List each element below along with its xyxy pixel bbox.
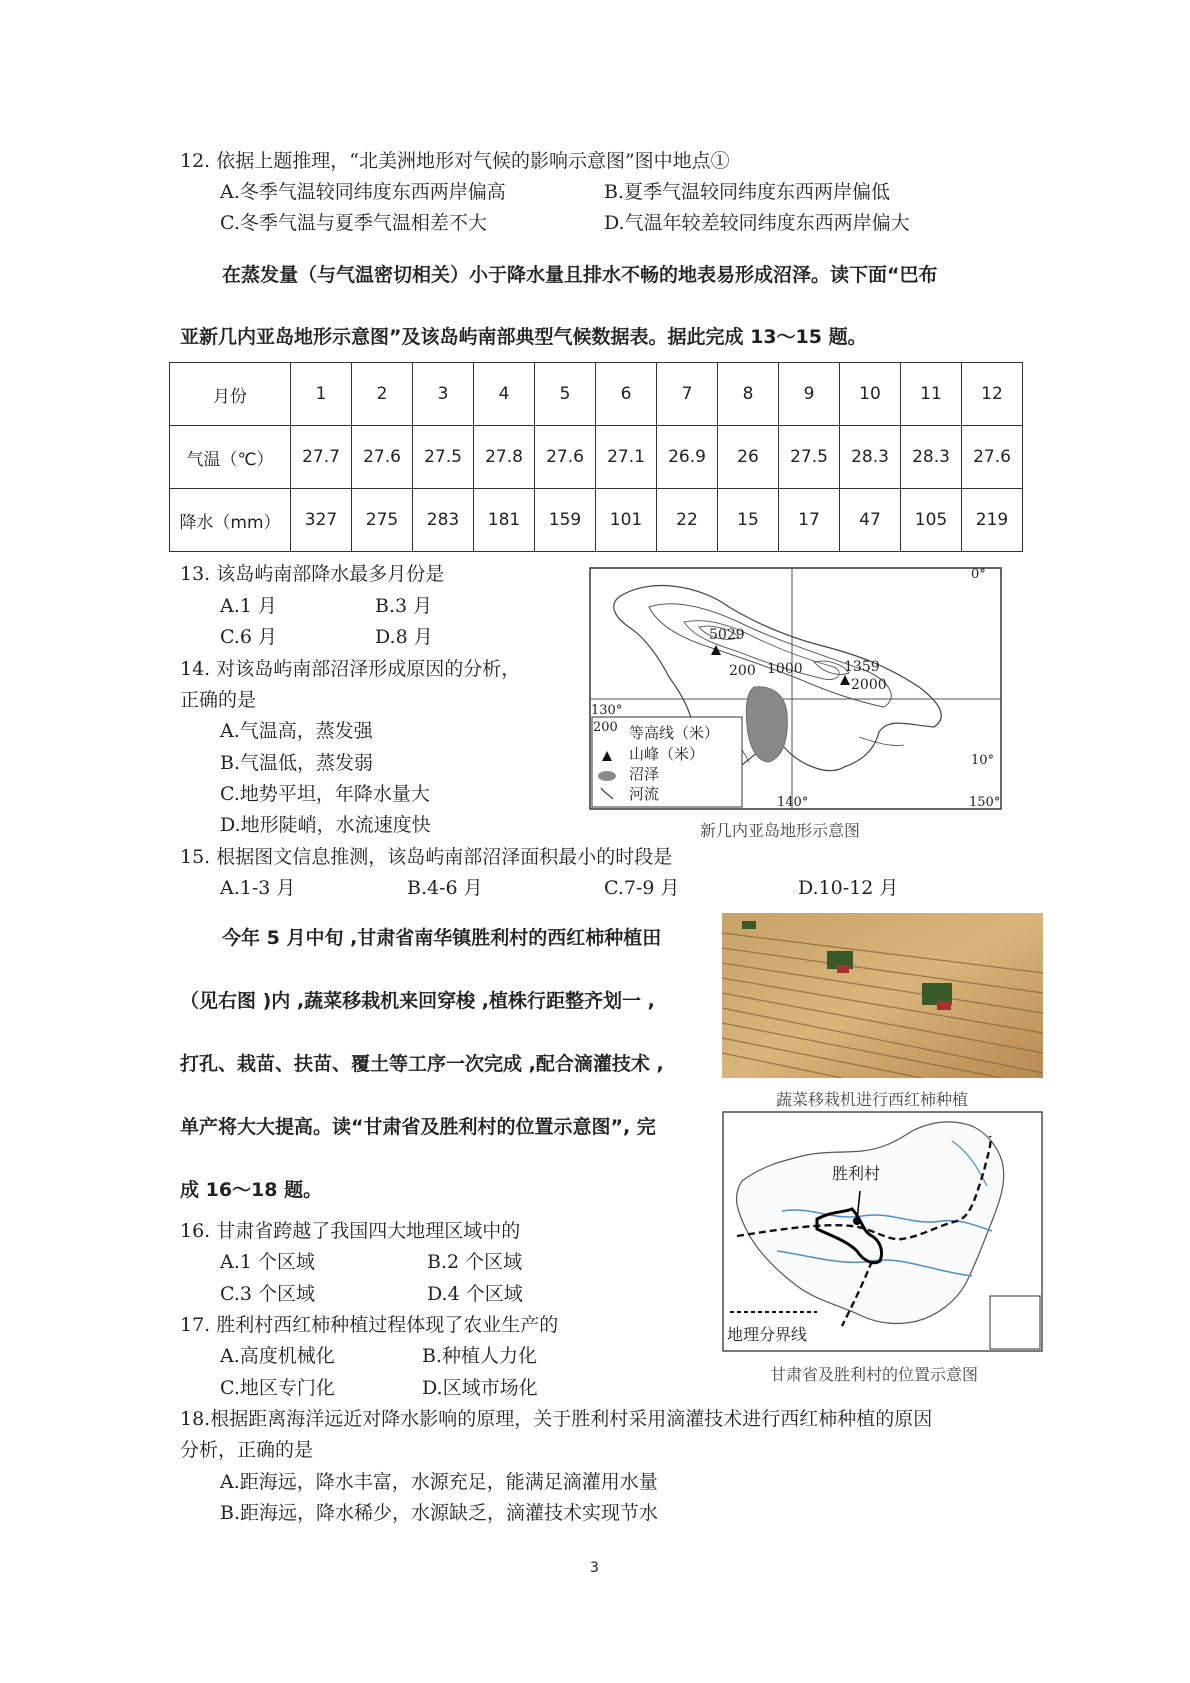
q16-stem: 16. 甘肃省跨越了我国四大地理区域中的 [180, 1220, 521, 1242]
intro2-line5: 成 16～18 题。 [180, 1179, 323, 1201]
peak-elevation-label: 5029 [709, 627, 745, 643]
q18-option-a: A.距海远，降水丰富，水源充足，能满足滴灌用水量 [220, 1471, 658, 1493]
legend-contour-label: 等高线（米） [629, 724, 720, 742]
table-cell: 28.3 [840, 426, 901, 489]
q14-option-c: C.地势平坦，年降水量大 [220, 783, 430, 805]
q17-option-b: B.种植人力化 [422, 1345, 538, 1367]
table-cell: 27.5 [413, 426, 474, 489]
table-cell: 47 [840, 489, 901, 552]
q15-stem: 15. 根据图文信息推测，该岛屿南部沼泽面积最小的时段是 [180, 846, 673, 868]
contour-label: 200 [729, 663, 756, 679]
table-cell: 6 [596, 363, 657, 426]
table-cell: 12 [962, 363, 1023, 426]
q12-option-d: D.气温年较差较同纬度东西两岸偏大 [604, 212, 910, 234]
legend-contour-number: 200 [593, 720, 618, 735]
table-cell: 15 [718, 489, 779, 552]
table-cell: 26 [718, 426, 779, 489]
table-cell: 27.6 [352, 426, 413, 489]
peak-elevation-label: 1359 [844, 659, 880, 675]
gansu-location-map [722, 1111, 1043, 1352]
q18-option-b: B.距海远，降水稀少，水源缺乏，滴灌技术实现节水 [220, 1502, 659, 1524]
new-guinea-map-caption: 新几内亚岛地形示意图 [700, 821, 861, 840]
contour-label: 2000 [851, 677, 887, 693]
q16-option-b: B.2 个区域 [427, 1251, 523, 1273]
table-cell: 7 [657, 363, 718, 426]
q13-option-c: C.6 月 [220, 626, 278, 648]
table-cell: 105 [901, 489, 962, 552]
table-cell: 22 [657, 489, 718, 552]
intro2-line4: 单产将大大提高。读“甘肃省及胜利村的位置示意图”, 完 [180, 1116, 656, 1138]
table-cell: 27.6 [535, 426, 596, 489]
table-cell: 4 [474, 363, 535, 426]
q16-option-a: A.1 个区域 [220, 1251, 315, 1273]
legend-swamp-icon [598, 771, 616, 781]
q14-stem-line1: 14. 对该岛屿南部沼泽形成原因的分析， [180, 658, 521, 680]
q15-option-b: B.4-6 月 [407, 877, 483, 899]
table-cell: 27.5 [779, 426, 840, 489]
q17-option-c: C.地区专门化 [220, 1377, 335, 1399]
q14-option-a: A.气温高，蒸发强 [220, 720, 373, 742]
q17-stem: 17. 胜利村西红柿种植过程体现了农业生产的 [180, 1314, 559, 1336]
q13-option-a: A.1 月 [220, 595, 277, 617]
table-cell: 1 [291, 363, 352, 426]
table-cell: 101 [596, 489, 657, 552]
q13-stem: 13. 该岛屿南部降水最多月份是 [180, 563, 445, 585]
q14-option-d: D.地形陡峭，水流速度快 [220, 814, 431, 836]
intro2-line3: 打孔、栽苗、扶苗、覆土等工序一次完成 ,配合滴灌技术 , [180, 1053, 664, 1075]
table-cell: 10 [840, 363, 901, 426]
table-cell: 275 [352, 489, 413, 552]
table-cell: 283 [413, 489, 474, 552]
lon-label-mid: 140° [777, 795, 809, 810]
q16-option-d: D.4 个区域 [427, 1283, 523, 1305]
legend-river-label: 河流 [629, 785, 660, 803]
q12-option-b: B.夏季气温较同纬度东西两岸偏低 [604, 181, 891, 203]
lat-label-bottom: 10° [971, 753, 995, 768]
table-cell: 27.7 [291, 426, 352, 489]
intro1-line2: 亚新几内亚岛地形示意图”及该岛屿南部典型气候数据表。据此完成 13～15 题。 [180, 326, 867, 348]
lat-label-top: 0° [971, 567, 986, 582]
q13-option-d: D.8 月 [375, 626, 433, 648]
intro2-line1: 今年 5 月中旬 ,甘肃省南华镇胜利村的西红柿种植田 [222, 927, 662, 949]
legend-swamp-label: 沼泽 [629, 765, 660, 783]
q17-option-d: D.区域市场化 [422, 1377, 538, 1399]
table-cell: 8 [718, 363, 779, 426]
shengli-village-label: 胜利村 [832, 1164, 881, 1183]
gansu-location-map-svg [722, 1111, 1043, 1352]
q13-option-b: B.3 月 [375, 595, 433, 617]
intro2-line2: （见右图 )内 ,蔬菜移栽机来回穿梭 ,植株行距整齐划一 , [180, 990, 655, 1012]
table-cell: 17 [779, 489, 840, 552]
intro1-line1: 在蒸发量（与气温密切相关）小于降水量且排水不畅的地表易形成沼泽。读下面“巴布 [222, 264, 938, 286]
table-cell: 11 [901, 363, 962, 426]
climate-table [169, 362, 1023, 552]
gansu-map-caption: 甘肃省及胜利村的位置示意图 [770, 1365, 979, 1384]
table-header-month: 月份 [170, 363, 291, 426]
q15-option-a: A.1-3 月 [220, 877, 296, 899]
contour-label: 1000 [767, 661, 803, 677]
table-cell: 27.8 [474, 426, 535, 489]
q17-option-a: A.高度机械化 [220, 1345, 335, 1367]
transplanter-photo-svg [722, 913, 1043, 1078]
transplanter-photo-caption: 蔬菜移栽机进行西红柿种植 [776, 1090, 969, 1109]
table-row-months [170, 363, 1023, 426]
q12-option-a: A.冬季气温较同纬度东西两岸偏高 [220, 181, 506, 203]
q12-option-c: C.冬季气温与夏季气温相差不大 [220, 212, 487, 234]
table-cell: 219 [962, 489, 1023, 552]
table-cell: 9 [779, 363, 840, 426]
lon-label-right: 150° [969, 795, 1001, 810]
table-row-precipitation [170, 489, 1023, 552]
table-cell: 327 [291, 489, 352, 552]
table-cell: 5 [535, 363, 596, 426]
table-header-temperature: 气温（℃） [170, 426, 291, 489]
table-cell: 181 [474, 489, 535, 552]
transplanter-photo [722, 913, 1043, 1078]
table-cell: 3 [413, 363, 474, 426]
legend-dividing-line-label: 地理分界线 [727, 1325, 808, 1344]
q15-option-c: C.7-9 月 [604, 877, 680, 899]
south-china-sea-inset [990, 1296, 1040, 1349]
table-header-precipitation: 降水（mm） [170, 489, 291, 552]
table-cell: 27.6 [962, 426, 1023, 489]
lon-label-left: 130° [591, 703, 623, 718]
table-cell: 27.1 [596, 426, 657, 489]
table-cell: 2 [352, 363, 413, 426]
new-guinea-map [589, 567, 1002, 810]
q12-stem: 12. 依据上题推理，“北美洲地形对气候的影响示意图”图中地点① [180, 150, 730, 172]
page-number: 3 [590, 1560, 599, 1576]
q15-option-d: D.10-12 月 [798, 877, 899, 899]
q18-stem-line2: 分析，正确的是 [180, 1439, 314, 1461]
table-row-temperature [170, 426, 1023, 489]
table-cell: 28.3 [901, 426, 962, 489]
q16-option-c: C.3 个区域 [220, 1283, 316, 1305]
table-cell: 26.9 [657, 426, 718, 489]
q14-stem-line2: 正确的是 [180, 689, 257, 711]
legend-peak-label: 山峰（米） [629, 745, 705, 763]
q14-option-b: B.气温低，蒸发弱 [220, 752, 374, 774]
q18-stem-line1: 18.根据距离海洋远近对降水影响的原理，关于胜利村采用滴灌技术进行西红柿种植的原因 [180, 1408, 933, 1430]
table-cell: 159 [535, 489, 596, 552]
